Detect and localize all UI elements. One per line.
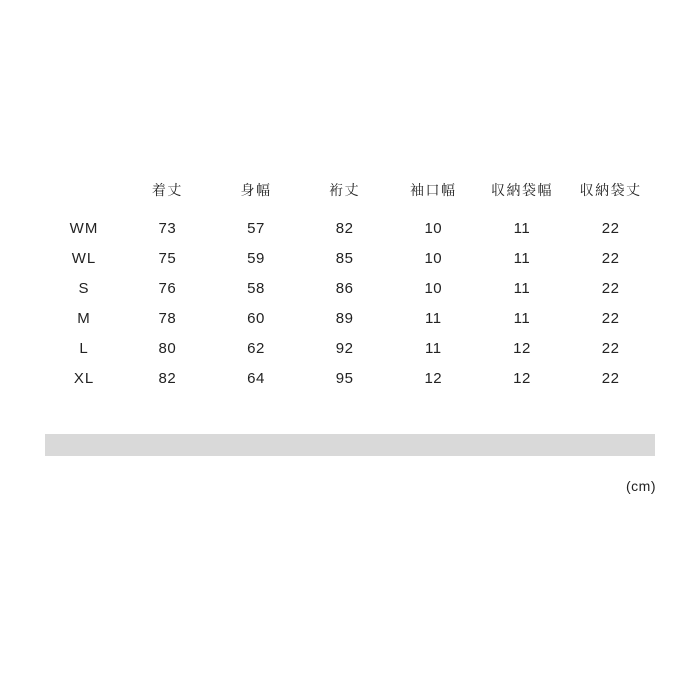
cell-pouch-length: 22 <box>601 309 620 327</box>
cell-pouch-width: 11 <box>513 309 531 327</box>
cell-pouch-width: 11 <box>513 279 531 297</box>
cell-cuff-width: 10 <box>424 219 443 237</box>
row-header-size: WL <box>71 249 97 267</box>
column-header-length: 着丈 <box>151 182 183 198</box>
table-row <box>45 303 655 333</box>
cell-cuff-width: 11 <box>425 309 442 327</box>
cell-width: 57 <box>247 219 265 237</box>
cell-pouch-width: 11 <box>513 249 531 267</box>
table-body <box>45 213 655 393</box>
table-row <box>45 213 655 243</box>
cell-pouch-width: 11 <box>513 219 531 237</box>
column-header-width: 身幅 <box>240 182 272 198</box>
row-header-size: L <box>79 339 89 357</box>
cell-sleeve-length: 95 <box>335 369 354 387</box>
cell-pouch-length: 22 <box>601 279 620 297</box>
column-header-pouch-width: 収納袋幅 <box>490 182 553 198</box>
size-table-container <box>0 175 700 393</box>
table-row <box>45 243 655 273</box>
cell-length: 76 <box>158 279 177 297</box>
cell-sleeve-length: 86 <box>335 279 354 297</box>
cell-width: 62 <box>247 339 265 357</box>
cell-cuff-width: 11 <box>425 339 442 357</box>
cell-length: 80 <box>158 339 177 357</box>
cell-length: 78 <box>158 309 177 327</box>
cell-cuff-width: 12 <box>424 369 443 387</box>
row-header-size: M <box>77 309 91 327</box>
cell-pouch-length: 22 <box>601 219 620 237</box>
cell-width: 60 <box>247 309 265 327</box>
divider-band <box>45 434 655 456</box>
table-row <box>45 333 655 363</box>
cell-pouch-length: 22 <box>601 339 620 357</box>
table-row <box>45 363 655 393</box>
table-header-row <box>45 175 655 213</box>
cell-length: 82 <box>158 369 177 387</box>
cell-width: 58 <box>247 279 265 297</box>
table-row <box>45 273 655 303</box>
cell-pouch-width: 12 <box>513 339 531 357</box>
cell-cuff-width: 10 <box>424 249 443 267</box>
cell-pouch-length: 22 <box>601 369 620 387</box>
cell-length: 75 <box>158 249 177 267</box>
table-corner-cell <box>45 175 123 213</box>
cell-length: 73 <box>158 219 177 237</box>
cell-cuff-width: 10 <box>424 279 443 297</box>
column-header-cuff-width: 袖口幅 <box>410 182 457 198</box>
cell-width: 64 <box>247 369 265 387</box>
cell-width: 59 <box>247 249 265 267</box>
cell-sleeve-length: 85 <box>335 249 354 267</box>
cell-sleeve-length: 89 <box>335 309 354 327</box>
cell-pouch-width: 12 <box>513 369 531 387</box>
row-header-size: XL <box>73 369 95 387</box>
row-header-size: WM <box>69 219 99 237</box>
cell-sleeve-length: 82 <box>335 219 354 237</box>
column-header-sleeve-length: 裄丈 <box>329 182 361 198</box>
unit-note: (cm) <box>626 478 656 494</box>
table-header <box>45 175 655 213</box>
row-header-size: S <box>78 279 90 297</box>
cell-pouch-length: 22 <box>601 249 620 267</box>
column-header-pouch-length: 収納袋丈 <box>579 182 642 198</box>
size-table <box>45 175 655 393</box>
cell-sleeve-length: 92 <box>335 339 354 357</box>
